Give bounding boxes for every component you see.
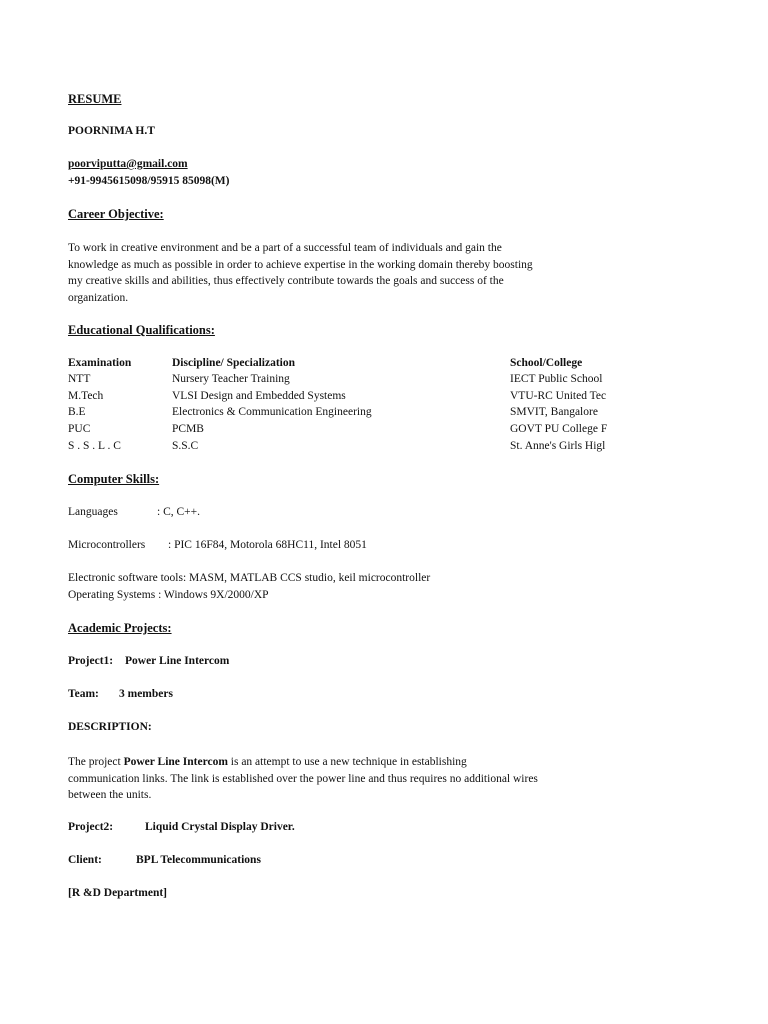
objective-line: To work in creative environment and be a part of a successful team of individuals and gain the <box>68 242 502 254</box>
table-cell: B.E <box>68 406 86 418</box>
objective-line: organization. <box>68 292 129 305</box>
career-objective-text <box>68 240 538 307</box>
microcontrollers-label: Microcontrollers <box>68 539 146 551</box>
description-text: is an attempt to use a new technique in establishing <box>227 756 467 768</box>
project2-label: Project2: <box>68 821 114 833</box>
table-cell: SMVIT, Bangalore <box>510 406 598 418</box>
table-cell: S.S.C <box>172 440 199 452</box>
table-cell: St. Anne's Girls Higl <box>510 440 606 452</box>
operating-systems: Operating Systems : Windows 9X/2000/XP <box>68 589 269 601</box>
team-value: 3 members <box>119 688 173 700</box>
academic-projects-heading: Academic Projects: <box>68 621 172 635</box>
software-tools: Electronic software tools: MASM, MATLAB CCS studio, keil microcontroller <box>68 572 431 584</box>
table-cell: S . S . L . C <box>68 440 121 452</box>
phone-number: +91-9945615098/95915 85098(M) <box>68 175 230 187</box>
table-cell: VLSI Design and Embedded Systems <box>172 390 346 402</box>
computer-skills-heading: Computer Skills: <box>68 472 160 486</box>
client-value: BPL Telecommunications <box>136 854 261 866</box>
column-header-discipline: Discipline/ Specialization <box>172 357 295 369</box>
column-header-examination: Examination <box>68 357 132 369</box>
description-project-name: Power Line Intercom <box>123 756 228 768</box>
table-cell: Electronics & Communication Engineering <box>172 406 372 418</box>
table-cell: M.Tech <box>68 390 104 402</box>
education-heading: Educational Qualifications: <box>68 323 215 337</box>
table-cell: VTU-RC United Tec <box>510 390 607 402</box>
microcontrollers-value: : PIC 16F84, Motorola 68HC11, Intel 8051 <box>168 539 367 551</box>
project2-title: Liquid Crystal Display Driver. <box>145 821 295 833</box>
project1-title: Power Line Intercom <box>125 655 230 667</box>
description-heading: DESCRIPTION: <box>68 721 152 733</box>
description-line <box>68 754 538 771</box>
client-label: Client: <box>68 854 102 866</box>
objective-line: knowledge as much as possible in order to achieve expertise in the working domain thereby boosting <box>68 258 533 271</box>
table-cell: NTT <box>68 373 91 385</box>
description-line: between the units. <box>68 789 152 802</box>
languages-label: Languages <box>68 506 118 518</box>
table-cell: Nursery Teacher Training <box>172 373 290 385</box>
candidate-name: POORNIMA H.T <box>68 125 155 137</box>
table-cell: IECT Public School <box>510 373 603 385</box>
email-link[interactable]: poorviputta@gmail.com <box>68 158 188 170</box>
team-label: Team: <box>68 688 99 700</box>
table-cell: PCMB <box>172 423 204 435</box>
department: [R &D Department] <box>68 887 167 899</box>
languages-value: : C, C++. <box>157 506 201 518</box>
resume-title: RESUME <box>68 92 122 106</box>
table-cell: PUC <box>68 423 91 435</box>
column-header-school: School/College <box>510 357 583 369</box>
description-line: communication links. The link is established over the power line and thus requires no additional wires <box>68 772 538 785</box>
objective-line: my creative skills and abilities, thus effectively contribute towards the goals and success of the <box>68 275 504 288</box>
description-text: The project <box>68 756 124 768</box>
career-objective-heading: Career Objective: <box>68 207 164 221</box>
project-description <box>68 754 538 804</box>
project1-label: Project1: <box>68 655 114 667</box>
table-cell: GOVT PU College F <box>510 423 608 435</box>
